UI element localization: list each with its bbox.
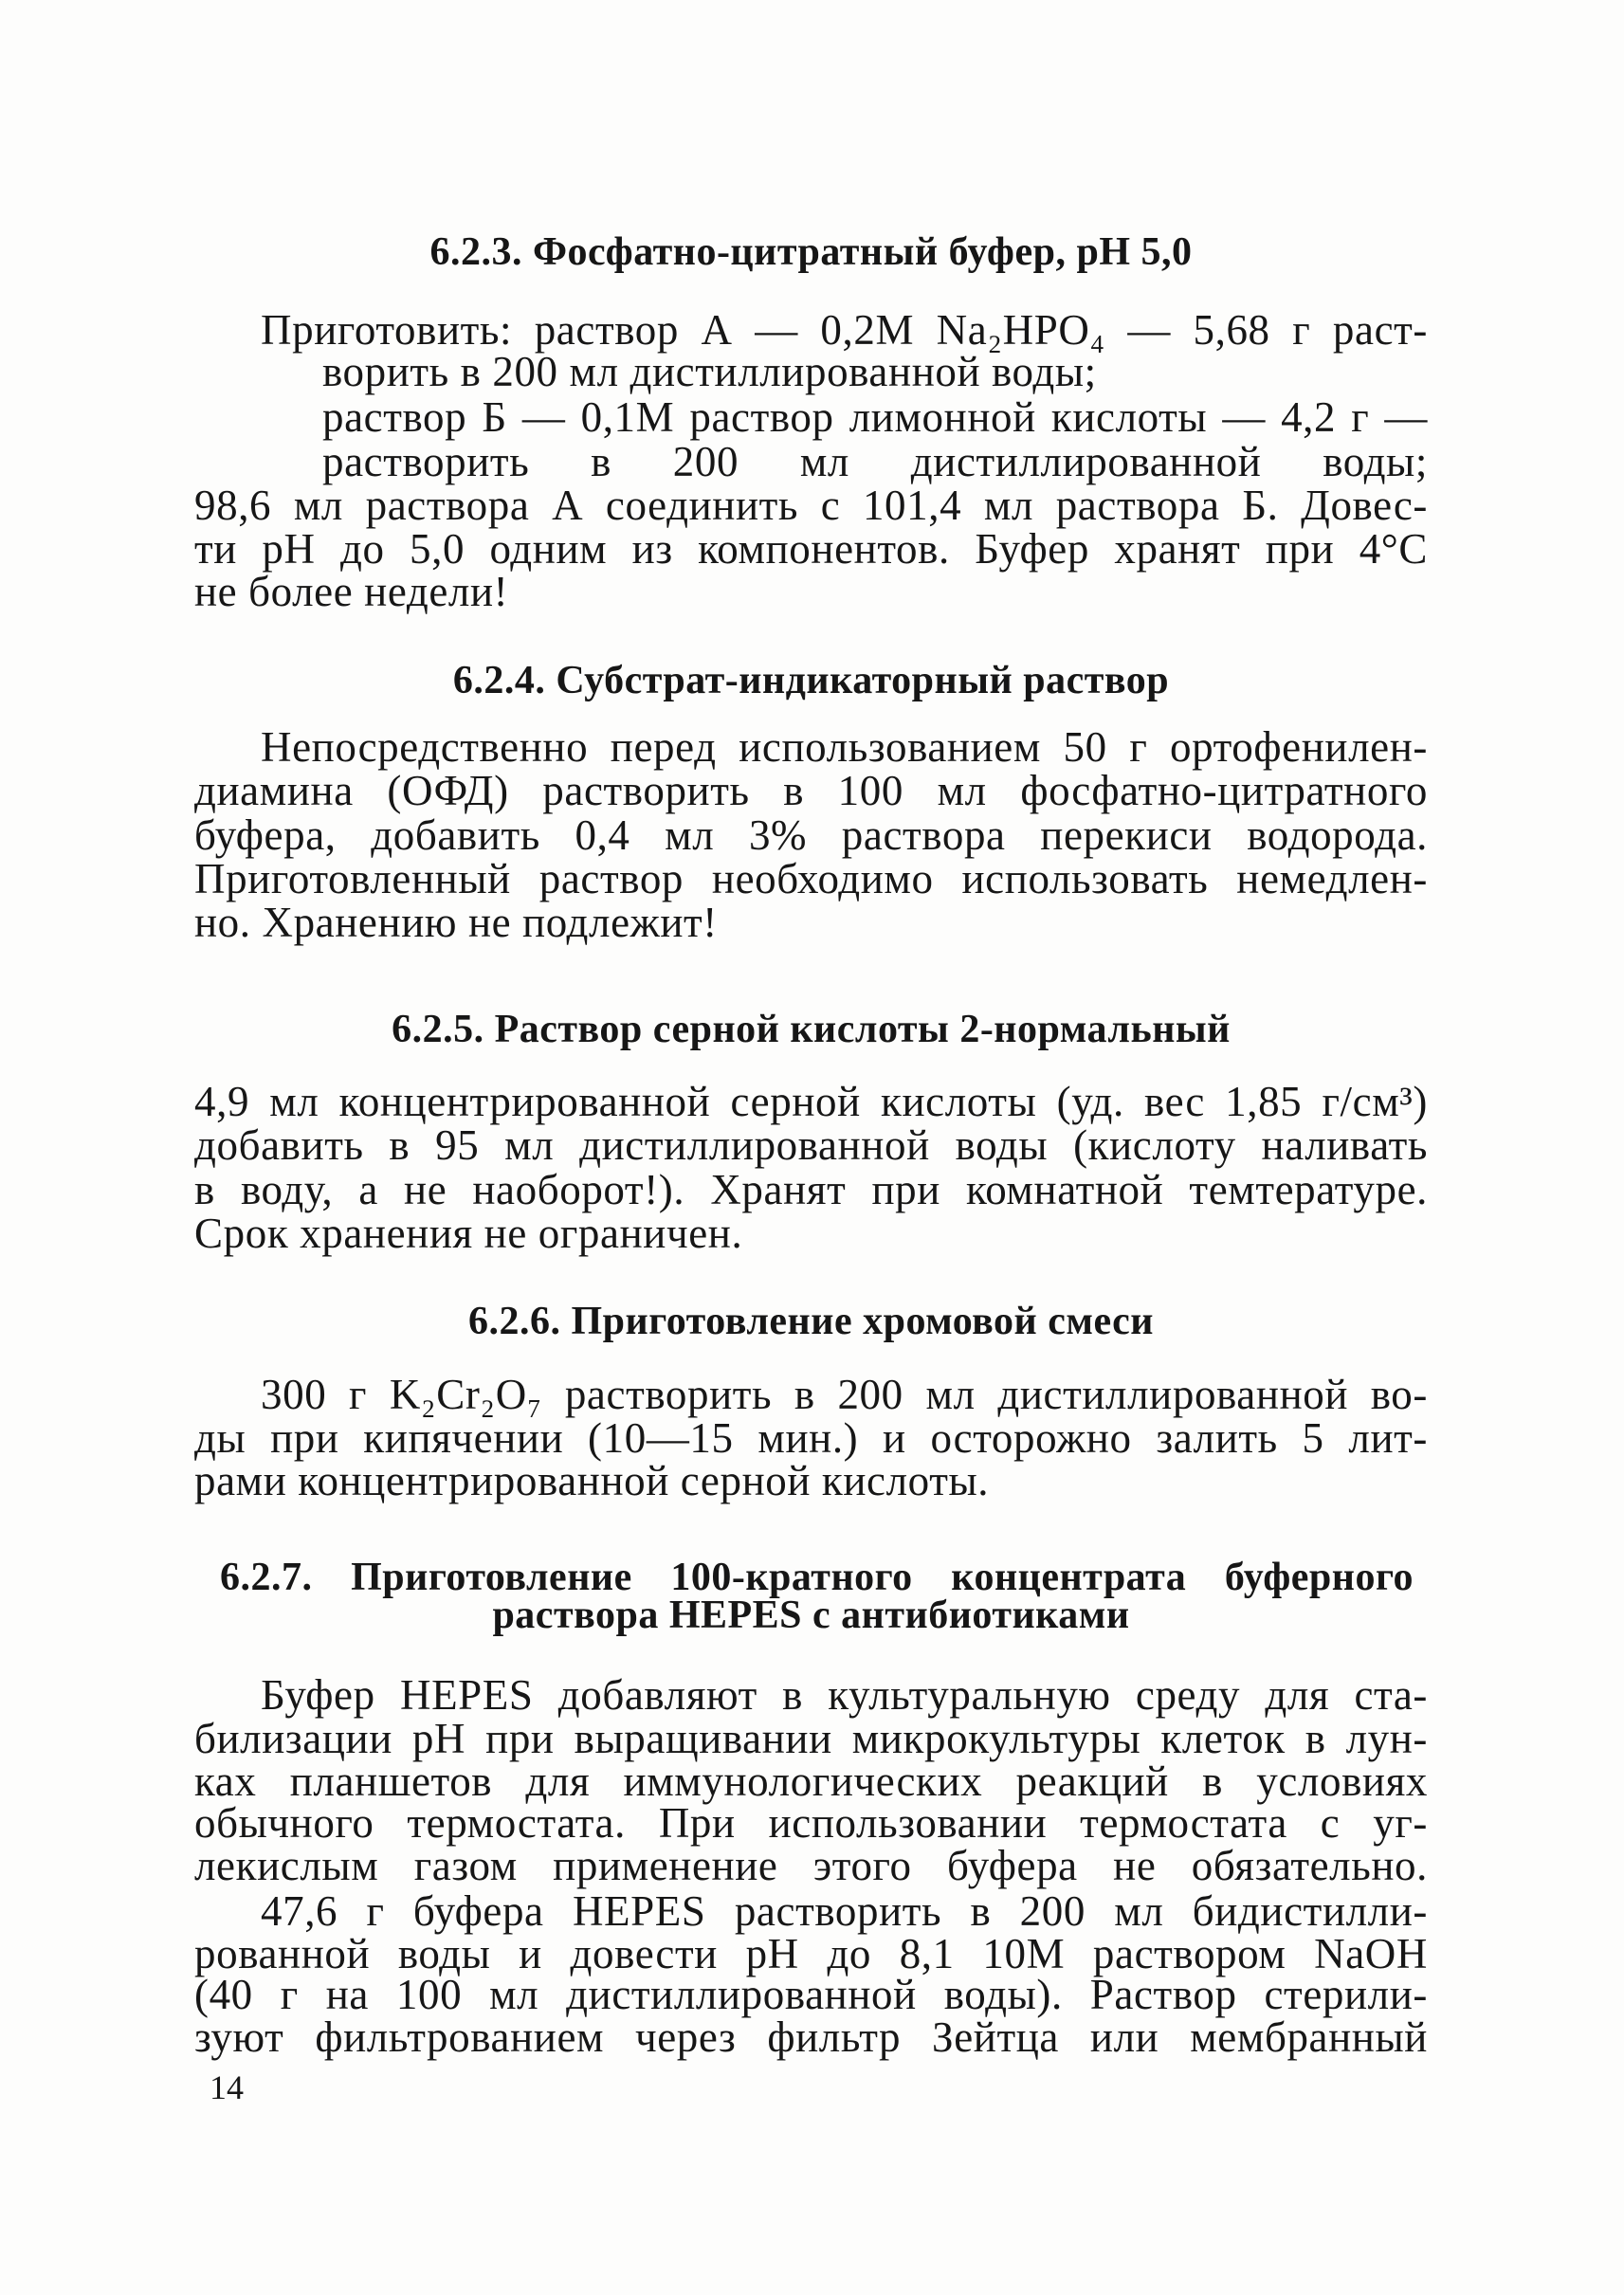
paragraph-line: растворить в 200 мл дистиллированной воды; xyxy=(322,438,1428,485)
section-heading: 6.2.6. Приготовление хромовой смеси xyxy=(467,1300,1154,1343)
paragraph-line: в воду, а не наоборот!). Хранят при комнатной темтературе. xyxy=(194,1166,1428,1213)
section-heading-continued: раствора HEPES с антибиотиками xyxy=(492,1594,1130,1637)
section-heading: 6.2.5. Раствор серной кислоты 2-нормальный xyxy=(392,1008,1231,1051)
paragraph-line: Срок хранения не ограничен. xyxy=(194,1210,743,1257)
paragraph-line: 98,6 мл раствора А соединить с 101,4 мл раствора Б. Довес- xyxy=(194,482,1428,529)
paragraph-line: 4,9 мл концентрированной серной кислоты (уд. вес 1,85 г/см³) xyxy=(194,1078,1428,1125)
paragraph-line: Приготовленный раствор необходимо использовать немедлен- xyxy=(194,855,1428,902)
section-heading: 6.2.4. Субстрат-индикаторный раствор xyxy=(452,659,1170,702)
paragraph-line: лекислым газом применение этого буфера не обязательно. xyxy=(194,1842,1428,1889)
paragraph-line: 300 г K₂Cr₂O₇ растворить в 200 мл дистиллированной во- xyxy=(261,1371,1428,1418)
paragraph-line: зуют фильтрованием через фильтр Зейтца или мембранный xyxy=(194,2013,1428,2061)
paragraph-line: ды при кипячении (10—15 мин.) и осторожно залить 5 лит- xyxy=(194,1414,1428,1462)
paragraph-line: буфера, добавить 0,4 мл 3% раствора перекиси водорода. xyxy=(194,811,1428,859)
paragraph-line: ти рН до 5,0 одним из компонентов. Буфер хранят при 4°С xyxy=(194,525,1428,573)
paragraph-line: (40 г на 100 мл дистиллированной воды). Раствор стерили- xyxy=(194,1971,1428,2018)
paragraph-line: диамина (ОФД) растворить в 100 мл фосфатно-цитратного xyxy=(194,767,1428,814)
paragraph-line: рованной воды и довести рН до 8,1 10М раствором NaOH xyxy=(194,1930,1428,1977)
paragraph-line: не более недели! xyxy=(194,568,509,615)
paragraph-line: раствор Б — 0,1М раствор лимонной кислоты — 4,2 г — xyxy=(322,393,1428,441)
section-heading: 6.2.3. Фосфатно-цитратный буфер, рН 5,0 xyxy=(429,230,1193,274)
paragraph-line: Приготовить: раствор А — 0,2М Na₂HPO₄ — 5,68 г раст- xyxy=(261,306,1428,354)
paragraph-line: ворить в 200 мл дистиллированной воды; xyxy=(322,348,1097,395)
paragraph-line: ках планшетов для иммунологических реакций в условиях xyxy=(194,1758,1428,1805)
paragraph-line: Непосредственно перед использованием 50 г ортофенилен- xyxy=(261,723,1428,771)
paragraph-line: 47,6 г буфера HEPES растворить в 200 мл бидистилли- xyxy=(261,1887,1428,1935)
paragraph-line: Буфер HEPES добавляют в культуральную среду для ста- xyxy=(261,1671,1428,1719)
section-heading: 6.2.7. Приготовление 100-кратного концентрата буферного xyxy=(220,1556,1414,1599)
paragraph-line: добавить в 95 мл дистиллированной воды (кислоту наливать xyxy=(194,1121,1428,1169)
paragraph-line: билизации рН при выращивании микрокультуры клеток в лун- xyxy=(194,1715,1428,1762)
paragraph-line: рами концентрированной серной кислоты. xyxy=(194,1457,990,1504)
page-number: 14 xyxy=(210,2068,244,2106)
paragraph-line: обычного термостата. При использовании термостата с уг- xyxy=(194,1799,1428,1847)
paragraph-line: но. Хранению не подлежит! xyxy=(194,899,718,946)
